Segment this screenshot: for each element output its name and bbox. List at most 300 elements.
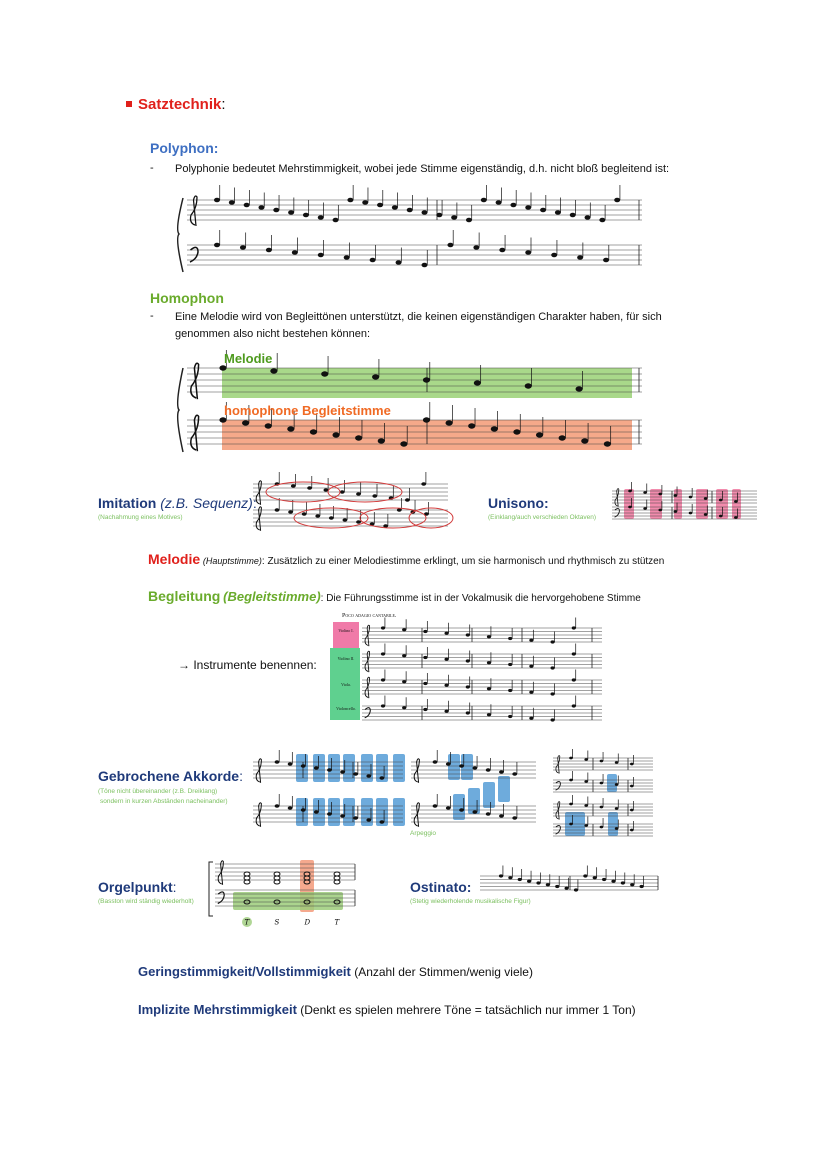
chord-highlight: [498, 776, 510, 802]
note-head: [508, 637, 512, 640]
note-head: [584, 758, 588, 761]
note-head: [481, 198, 487, 203]
bullet-icon: [126, 101, 132, 107]
treble-clef-icon: [256, 507, 261, 531]
accompaniment-label: homophone Begleitstimme: [224, 403, 391, 418]
note-head: [378, 438, 385, 443]
note-head: [572, 678, 576, 681]
note-head: [674, 494, 678, 497]
note-head: [446, 806, 451, 810]
note-head: [423, 656, 427, 659]
chord-highlight: [453, 794, 465, 820]
imitation-title: Imitation: [98, 495, 157, 511]
note-head: [214, 243, 220, 248]
implizite-text: (Denkt es spielen mehrere Töne = tatsächlich nur immer 1 Ton): [296, 1003, 636, 1017]
note-head: [219, 365, 226, 370]
note-head: [584, 780, 588, 783]
note-head: [546, 883, 550, 886]
note-head: [630, 829, 634, 832]
note-head: [734, 516, 738, 519]
homophon-dash: -: [150, 310, 154, 322]
note-head: [600, 806, 604, 809]
note-head: [512, 816, 517, 820]
note-head: [512, 772, 517, 776]
note-head: [630, 785, 634, 788]
polyphon-dash: -: [150, 162, 154, 174]
note-head: [513, 429, 520, 434]
chord-note: [334, 880, 340, 884]
note-head: [244, 203, 250, 208]
note-head: [356, 492, 361, 496]
note-head: [508, 663, 512, 666]
note-head: [301, 764, 306, 768]
note-head: [487, 635, 491, 638]
unisono-heading: Unisono:: [488, 495, 549, 511]
harmonic-function: T: [334, 918, 340, 927]
note-head: [473, 245, 479, 250]
note-head: [219, 417, 226, 422]
note-head: [614, 198, 620, 203]
note-head: [581, 438, 588, 443]
begleitung-line: [148, 588, 641, 604]
imitation-note: (Nachahmung eines Motives): [98, 514, 183, 521]
chord-note: [274, 876, 280, 880]
note-head: [466, 659, 470, 662]
note-head: [499, 770, 504, 774]
note-head: [307, 486, 312, 490]
note-head: [242, 420, 249, 425]
note-head: [487, 661, 491, 664]
note-head: [275, 804, 280, 808]
note-head: [315, 514, 320, 518]
note-head: [423, 377, 430, 382]
chord-note: [244, 880, 250, 884]
arpeggio-label: Arpeggio: [410, 830, 437, 837]
polyphon-score: [175, 190, 645, 275]
note-head: [446, 420, 453, 425]
note-head: [518, 878, 522, 881]
note-head: [658, 509, 662, 512]
note-head: [599, 218, 605, 223]
instruments-prompt: → Instrumente benennen:: [178, 658, 317, 672]
note-head: [266, 248, 272, 253]
note-head: [310, 429, 317, 434]
organ-point-score: [205, 858, 365, 928]
implizite-heading: Implizite Mehrstimmigkeit: [138, 1002, 297, 1017]
note-head: [379, 776, 384, 780]
note-head: [402, 706, 406, 709]
tempo-marking: Poco adagio cantabile.: [342, 613, 397, 619]
note-head: [402, 628, 406, 631]
chord-highlight: [483, 782, 495, 808]
note-head: [525, 205, 531, 210]
instrument-label: Violino I.: [338, 628, 354, 633]
note-head: [704, 513, 708, 516]
bracket-icon: [209, 862, 213, 916]
note-head: [529, 665, 533, 668]
note-head: [302, 512, 307, 516]
treble-clef-icon: [191, 415, 199, 451]
note-head: [340, 814, 345, 818]
note-head: [551, 253, 557, 258]
note-head: [630, 809, 634, 812]
note-head: [445, 658, 449, 661]
note-head: [576, 386, 583, 391]
note-head: [214, 198, 220, 203]
note-head: [314, 766, 319, 770]
note-head: [572, 704, 576, 707]
note-head: [600, 826, 604, 829]
note-head: [499, 248, 505, 253]
note-head: [525, 250, 531, 255]
note-head: [719, 515, 723, 518]
chord-highlight: [448, 754, 460, 780]
orgelpunkt-heading: [98, 879, 177, 895]
note-head: [329, 516, 334, 520]
note-head: [630, 883, 634, 886]
note-head: [551, 718, 555, 721]
note-head: [381, 652, 385, 655]
homophon-heading: Homophon: [150, 290, 224, 306]
note-head: [265, 423, 272, 428]
homophon-text-2: genommen also nicht bestehen können:: [175, 328, 371, 340]
note-head: [584, 804, 588, 807]
instrument-label: Viola.: [341, 682, 351, 687]
note-head: [487, 687, 491, 690]
chord-note: [334, 872, 340, 876]
note-head: [628, 506, 632, 509]
section-colon: :: [221, 96, 226, 113]
note-head: [508, 689, 512, 692]
note-head: [353, 772, 358, 776]
note-head: [630, 763, 634, 766]
note-head: [565, 887, 569, 890]
note-head: [559, 435, 566, 440]
note-head: [423, 682, 427, 685]
note-head: [585, 215, 591, 220]
note-head: [466, 711, 470, 714]
note-head: [347, 198, 353, 203]
note-head: [628, 490, 632, 493]
note-head: [273, 208, 279, 213]
note-head: [422, 210, 428, 215]
imitation-score: [253, 482, 453, 530]
note-head: [423, 708, 427, 711]
note-head: [372, 494, 377, 498]
treble-clef-icon: [256, 759, 261, 783]
begleitung-paren: (Begleitstimme): [223, 589, 321, 604]
note-head: [459, 764, 464, 768]
chord-note: [334, 876, 340, 880]
section-title-text: Satztechnik: [138, 96, 222, 113]
unison-highlight: [624, 489, 634, 519]
note-head: [551, 692, 555, 695]
note-head: [258, 205, 264, 210]
note-head: [604, 441, 611, 446]
note-head: [600, 760, 604, 763]
gebrochene-note-2: sondern in kurzen Abständen nacheinander): [100, 798, 228, 805]
note-head: [407, 208, 413, 213]
note-head: [508, 876, 512, 879]
note-head: [602, 878, 606, 881]
note-head: [445, 710, 449, 713]
note-head: [583, 874, 587, 877]
note-head: [366, 818, 371, 822]
note-head: [340, 490, 345, 494]
note-head: [540, 208, 546, 213]
note-head: [555, 885, 559, 888]
note-head: [436, 213, 442, 218]
broken-chords-score: [253, 752, 663, 842]
note-head: [447, 243, 453, 248]
note-head: [288, 510, 293, 514]
begleitung-heading: Begleitung: [148, 588, 221, 604]
note-head: [445, 684, 449, 687]
note-head: [372, 374, 379, 379]
note-head: [615, 827, 619, 830]
orgelpunkt-title: Orgelpunkt: [98, 879, 173, 895]
note-head: [496, 200, 502, 205]
note-head: [370, 258, 376, 263]
note-head: [487, 713, 491, 716]
note-head: [572, 652, 576, 655]
note-head: [321, 371, 328, 376]
note-head: [555, 210, 561, 215]
note-head: [381, 704, 385, 707]
treble-clef-icon: [218, 861, 223, 885]
note-head: [704, 497, 708, 500]
note-head: [287, 426, 294, 431]
violin1-highlight: [333, 622, 359, 648]
chord-note: [244, 876, 250, 880]
note-head: [451, 215, 457, 220]
note-head: [332, 432, 339, 437]
ostinato-score: [480, 872, 660, 898]
note-head: [689, 512, 693, 515]
note-head: [468, 423, 475, 428]
note-head: [615, 783, 619, 786]
treble-clef-icon: [365, 651, 370, 672]
note-head: [499, 874, 503, 877]
note-head: [491, 426, 498, 431]
note-head: [288, 762, 293, 766]
note-head: [423, 417, 430, 422]
geringstimmigkeit-text: (Anzahl der Stimmen/wenig viele): [350, 965, 533, 979]
note-head: [288, 210, 294, 215]
note-head: [536, 432, 543, 437]
note-head: [466, 218, 472, 223]
treble-clef-icon: [365, 625, 370, 646]
note-head: [474, 380, 481, 385]
note-head: [362, 200, 368, 205]
note-head: [377, 203, 383, 208]
note-head: [621, 881, 625, 884]
melodie-line: [148, 551, 664, 567]
note-head: [343, 518, 348, 522]
unison-highlight: [674, 489, 682, 519]
note-head: [569, 803, 573, 806]
note-head: [570, 213, 576, 218]
note-head: [366, 774, 371, 778]
note-head: [314, 810, 319, 814]
gebrochene-heading: [98, 768, 243, 784]
note-head: [446, 762, 451, 766]
unison-highlight: [732, 489, 741, 519]
note-head: [466, 685, 470, 688]
note-head: [327, 812, 332, 816]
melody-label: Melodie: [224, 351, 273, 366]
note-head: [392, 205, 398, 210]
note-head: [318, 253, 324, 258]
note-head: [508, 715, 512, 718]
imitation-heading: [98, 495, 257, 511]
note-head: [603, 258, 609, 263]
treble-clef-icon: [191, 363, 199, 399]
note-head: [551, 666, 555, 669]
geringstimmigkeit-heading: Geringstimmigkeit/Vollstimmigkeit: [138, 964, 351, 979]
note-head: [525, 383, 532, 388]
note-head: [318, 215, 324, 220]
note-head: [472, 810, 477, 814]
begleitung-text: : Die Führungsstimme ist in der Vokalmusik die hervorgehobene Stimme: [320, 593, 641, 604]
note-head: [275, 760, 280, 764]
note-head: [340, 770, 345, 774]
note-head: [674, 510, 678, 513]
brace-icon: [178, 198, 183, 272]
treble-clef-icon: [414, 759, 419, 783]
note-head: [536, 881, 540, 884]
polyphon-heading: Polyphon:: [150, 140, 219, 156]
note-head: [593, 876, 597, 879]
note-head: [486, 768, 491, 772]
note-head: [577, 255, 583, 260]
unisono-note: (Einklang/auch verschieden Oktaven): [488, 514, 597, 521]
melodie-heading: Melodie: [148, 551, 201, 567]
note-head: [229, 200, 235, 205]
note-head: [433, 804, 438, 808]
gebrochene-note-1: (Töne nicht übereinander (z.B. Dreiklang): [98, 788, 218, 795]
treble-clef-icon: [615, 489, 619, 507]
note-head: [569, 779, 573, 782]
note-head: [584, 824, 588, 827]
unison-highlight: [716, 489, 728, 519]
harmonic-function: D: [304, 918, 311, 927]
treble-clef-icon: [365, 677, 370, 698]
note-head: [270, 368, 277, 373]
note-head: [402, 680, 406, 683]
treble-clef-icon: [191, 196, 198, 226]
note-head: [529, 691, 533, 694]
note-head: [574, 888, 578, 891]
note-head: [433, 760, 438, 764]
melodie-text: : Zusätzlich zu einer Melodiestimme erklingt, um sie harmonisch und rhythmisch zu stützen: [261, 556, 665, 567]
note-head: [615, 761, 619, 764]
note-head: [421, 482, 426, 486]
geringstimmigkeit-line: [138, 964, 533, 979]
note-head: [405, 498, 410, 502]
note-head: [569, 823, 573, 826]
note-head: [288, 806, 293, 810]
note-head: [292, 250, 298, 255]
treble-clef-icon: [256, 481, 261, 505]
note-head: [291, 484, 296, 488]
homophon-text-1: Eine Melodie wird von Begleittönen unterstützt, die keinen eigenständigen Charakter haben, für sich: [175, 311, 662, 323]
note-head: [402, 654, 406, 657]
note-head: [615, 807, 619, 810]
note-head: [499, 814, 504, 818]
note-head: [643, 491, 647, 494]
note-head: [572, 626, 576, 629]
note-head: [423, 630, 427, 633]
note-head: [327, 768, 332, 772]
note-head: [344, 255, 350, 260]
chord-note: [274, 880, 280, 884]
note-head: [422, 263, 428, 268]
section-title: [138, 96, 226, 113]
string-quartet-score: [362, 622, 607, 720]
instrument-label: Violino II.: [337, 656, 355, 661]
note-head: [353, 816, 358, 820]
note-head: [527, 880, 531, 883]
harmonic-function: S: [274, 918, 280, 927]
note-head: [643, 507, 647, 510]
note-head: [529, 639, 533, 642]
gebrochene-colon: :: [239, 768, 243, 784]
note-head: [466, 633, 470, 636]
note-head: [551, 640, 555, 643]
note-head: [569, 757, 573, 760]
imitation-colon: :: [252, 495, 257, 511]
note-head: [719, 499, 723, 502]
note-head: [303, 213, 309, 218]
note-head: [355, 435, 362, 440]
treble-clef-icon: [256, 803, 261, 827]
note-head: [240, 245, 246, 250]
implizite-line: [138, 1002, 636, 1017]
note-head: [472, 766, 477, 770]
note-head: [396, 260, 402, 265]
note-head: [689, 496, 693, 499]
note-head: [400, 441, 407, 446]
instrument-label: Violoncello.: [336, 706, 356, 711]
harmonic-function: T: [244, 918, 250, 927]
note-head: [333, 218, 339, 223]
note-head: [510, 203, 516, 208]
chord-note: [274, 872, 280, 876]
note-head: [600, 782, 604, 785]
ostinato-note: (Stetig wiederholende musikalische Figur): [410, 898, 531, 905]
unisono-score: [612, 487, 762, 521]
gebrochene-title: Gebrochene Akkorde: [98, 768, 240, 784]
chord-note: [244, 872, 250, 876]
note-head: [459, 808, 464, 812]
orgelpunkt-note: (Basston wird ständig wiederholt): [98, 898, 194, 905]
note-head: [381, 678, 385, 681]
brace-icon: [178, 368, 183, 452]
note-head: [486, 812, 491, 816]
note-head: [445, 632, 449, 635]
orgelpunkt-colon: :: [172, 879, 177, 895]
treble-clef-icon: [414, 803, 419, 827]
note-head: [275, 508, 280, 512]
note-head: [611, 880, 615, 883]
note-head: [734, 500, 738, 503]
note-head: [529, 717, 533, 720]
melodie-paren: (Hauptstimme): [202, 556, 262, 566]
note-head: [379, 820, 384, 824]
note-head: [381, 626, 385, 629]
note-head: [658, 493, 662, 496]
